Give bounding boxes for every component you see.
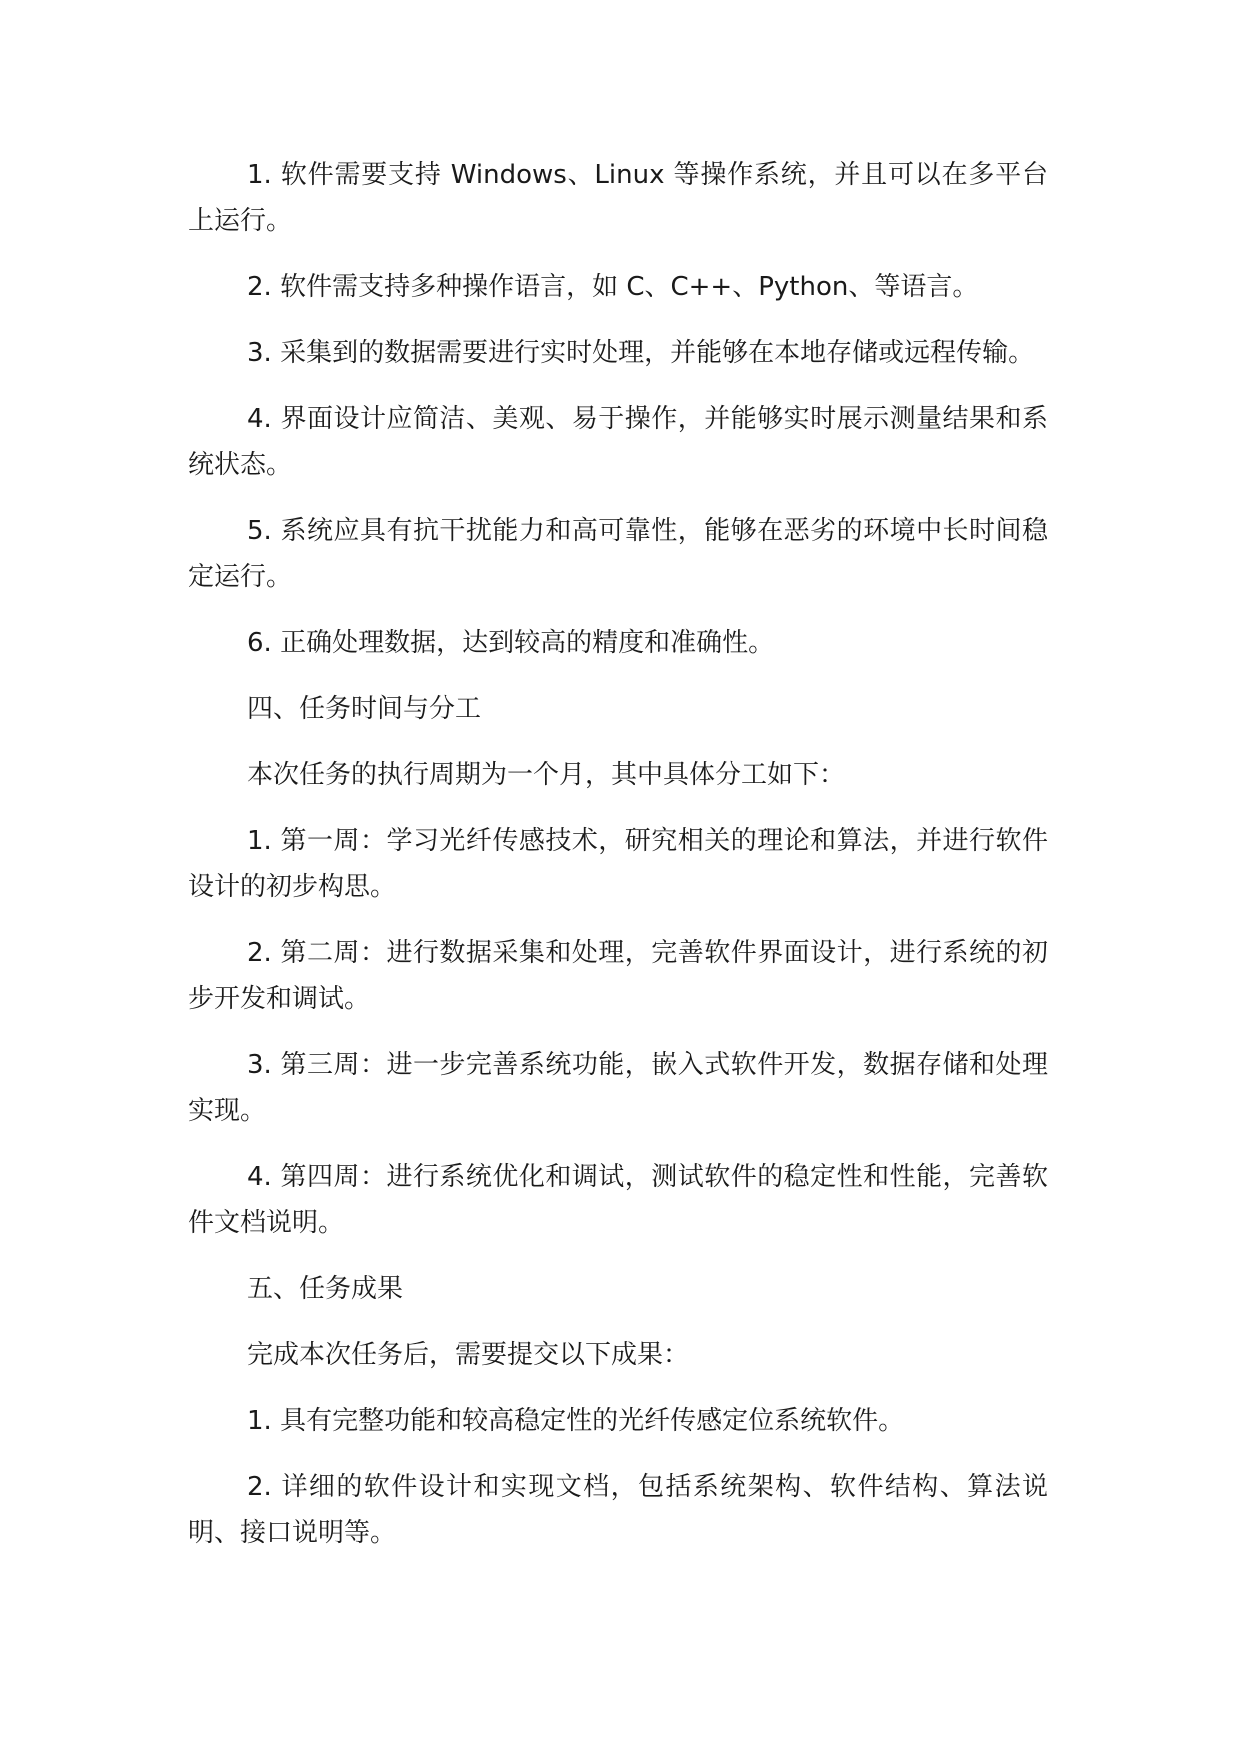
requirement-item-1: 1. 软件需要支持 Windows、Linux 等操作系统，并且可以在多平台上运行。 bbox=[188, 160, 1048, 236]
schedule-week-3: 3. 第三周：进一步完善系统功能，嵌入式软件开发，数据存储和处理实现。 bbox=[188, 1050, 1048, 1126]
schedule-week-1: 1. 第一周：学习光纤传感技术，研究相关的理论和算法，并进行软件设计的初步构思。 bbox=[188, 826, 1048, 902]
requirement-item-2: 2. 软件需支持多种操作语言，如 C、C++、Python、等语言。 bbox=[247, 272, 979, 302]
requirement-item-6: 6. 正确处理数据，达到较高的精度和准确性。 bbox=[247, 628, 775, 658]
result-item-2: 2. 详细的软件设计和实现文档，包括系统架构、软件结构、算法说明、接口说明等。 bbox=[188, 1472, 1048, 1548]
result-item-1: 1. 具有完整功能和较高稳定性的光纤传感定位系统软件。 bbox=[247, 1406, 905, 1436]
results-intro: 完成本次任务后，需要提交以下成果： bbox=[247, 1340, 690, 1370]
section-heading-schedule: 四、任务时间与分工 bbox=[247, 694, 482, 724]
section-heading-results: 五、任务成果 bbox=[247, 1274, 404, 1304]
requirement-item-5: 5. 系统应具有抗干扰能力和高可靠性，能够在恶劣的环境中长时间稳定运行。 bbox=[188, 516, 1048, 592]
requirement-item-4: 4. 界面设计应简洁、美观、易于操作，并能够实时展示测量结果和系统状态。 bbox=[188, 404, 1048, 480]
schedule-intro: 本次任务的执行周期为一个月，其中具体分工如下： bbox=[247, 760, 846, 790]
schedule-week-2: 2. 第二周：进行数据采集和处理，完善软件界面设计，进行系统的初步开发和调试。 bbox=[188, 938, 1048, 1014]
requirement-item-3: 3. 采集到的数据需要进行实时处理，并能够在本地存储或远程传输。 bbox=[247, 338, 1035, 368]
document-body bbox=[188, 152, 1048, 1576]
schedule-week-4: 4. 第四周：进行系统优化和调试，测试软件的稳定性和性能，完善软件文档说明。 bbox=[188, 1162, 1048, 1238]
